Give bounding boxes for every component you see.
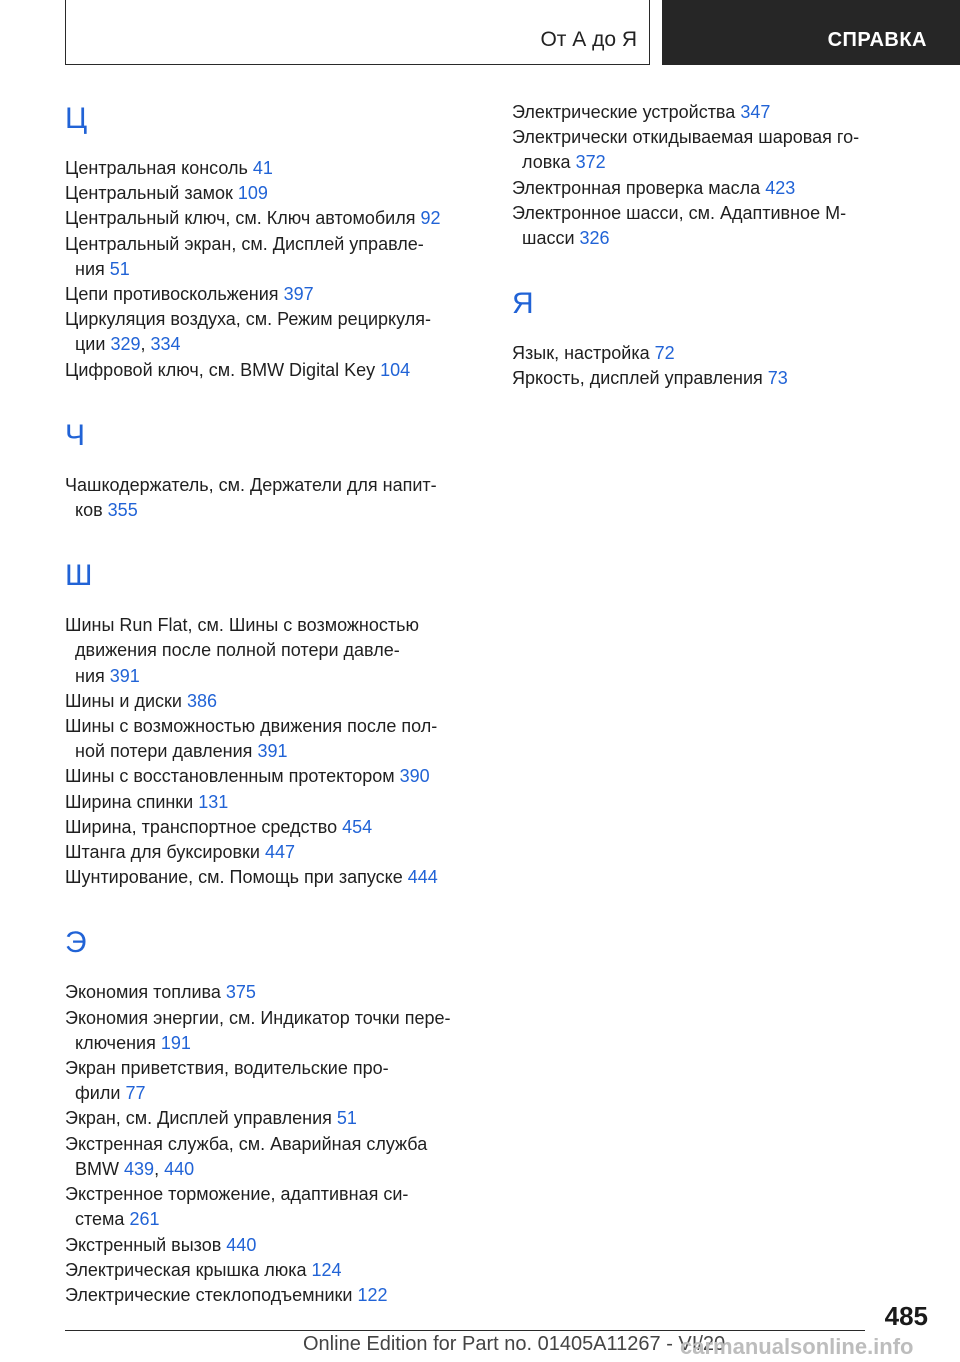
index-entry xyxy=(65,714,485,764)
entry-text: Штанга для буксировки xyxy=(65,842,260,863)
page-link[interactable]: 391 xyxy=(109,665,140,686)
index-entry: Экстренная служба, см. Аварийная служба BMW 439, 440 xyxy=(65,1133,428,1179)
index-section xyxy=(65,419,485,523)
page-link[interactable]: 423 xyxy=(765,177,796,198)
index-entry xyxy=(65,815,485,840)
entry-text: Экстренное торможение, адаптивная си- стема xyxy=(65,1184,409,1230)
index-entry xyxy=(512,366,932,391)
page-link[interactable]: 347 xyxy=(740,102,771,122)
section-letter: Я xyxy=(512,287,534,321)
index-section xyxy=(512,287,932,391)
entry-text: Циркуляция воздуха, см. Режим рециркуля- ции xyxy=(65,309,431,355)
page-link[interactable]: 124 xyxy=(311,1259,342,1280)
index-entry xyxy=(65,181,485,206)
entry-text: Шунтирование, см. Помощь при запуске xyxy=(65,867,403,888)
entry-text: Чашкодержатель, см. Держатели для напит- ков xyxy=(65,474,437,521)
page-link[interactable]: 122 xyxy=(357,1284,388,1305)
index-section xyxy=(65,926,485,1308)
index-entry xyxy=(65,1258,485,1283)
section-letter: Ц xyxy=(65,102,88,135)
watermark: carmanualsonline.info xyxy=(680,1334,914,1359)
index-entry xyxy=(65,840,485,865)
entry-text: Экономия топлива xyxy=(65,982,221,1003)
index-entry xyxy=(65,865,485,890)
index-entry xyxy=(65,764,485,789)
page-link[interactable]: 51 xyxy=(336,1108,357,1129)
entry-text: Электрически откидываемая шаровая го- ловка xyxy=(512,127,860,173)
page-link[interactable]: 77 xyxy=(125,1083,146,1104)
page-link[interactable]: 355 xyxy=(107,500,138,521)
index-entry xyxy=(65,232,485,282)
entry-text: Электрические стеклоподъемники xyxy=(65,1284,353,1305)
index-entry xyxy=(512,100,932,125)
page-link[interactable]: 375 xyxy=(225,982,256,1003)
entry-text: Ширина, транспортное средство xyxy=(65,816,338,837)
entry-text: Центральный ключ, см. Ключ автомобиля xyxy=(65,208,416,229)
entry-text: Ширина спинки xyxy=(65,791,194,812)
page-link[interactable]: 447 xyxy=(265,842,296,863)
page-link[interactable]: 261 xyxy=(129,1209,160,1230)
entry-text: Центральный экран, см. Дисплей управле- ния xyxy=(65,233,424,279)
entry-text: Язык, настройка xyxy=(512,343,650,364)
page-link[interactable]: 92 xyxy=(420,208,441,229)
index-section xyxy=(65,102,485,383)
index-column-right xyxy=(512,100,932,428)
page-link[interactable]: 440 xyxy=(226,1234,257,1255)
entry-text: Шины Run Flat, см. Шины с возможностью движения после полной потери давле- ния xyxy=(65,615,419,686)
page-link[interactable]: 326 xyxy=(579,228,610,249)
index-entry xyxy=(65,1106,485,1131)
page-link[interactable]: 397 xyxy=(283,284,314,305)
index-entry xyxy=(512,201,932,251)
page-link[interactable]: 72 xyxy=(654,343,675,364)
header-section-tab xyxy=(662,0,960,65)
footer-rule xyxy=(65,1330,865,1331)
index-entry xyxy=(65,1233,485,1258)
entry-text: Центральная консоль xyxy=(65,158,248,178)
entry-text: Экран, см. Дисплей управления xyxy=(65,1108,332,1129)
index-section xyxy=(65,559,485,890)
page-link[interactable]: 444 xyxy=(407,867,438,888)
entry-text: Шины с восстановленным протектором xyxy=(65,766,395,787)
index-entry xyxy=(65,1182,485,1232)
entry-text: Яркость, дисплей управления xyxy=(512,368,763,389)
index-entry xyxy=(512,341,932,366)
page-link[interactable]: 73 xyxy=(767,368,788,389)
page-link[interactable]: 390 xyxy=(399,766,430,787)
page-link[interactable]: 51 xyxy=(109,258,130,279)
page-link[interactable]: 440 xyxy=(164,1158,195,1179)
section-letter: Ч xyxy=(65,418,85,452)
entry-text: Экстренный вызов xyxy=(65,1234,222,1255)
index-entry xyxy=(65,282,485,307)
page-link[interactable]: 109 xyxy=(237,183,268,204)
entry-text: Электрические устройства xyxy=(512,102,736,122)
page-link[interactable]: 104 xyxy=(380,359,411,380)
page-link[interactable]: 191 xyxy=(160,1032,191,1053)
index-entry xyxy=(65,980,485,1005)
footer-edition: Online Edition for Part no. 01405A11267 - VI/20 xyxy=(303,1333,726,1355)
index-entry xyxy=(65,790,485,815)
entry-text: Экран приветствия, водительские про- фили xyxy=(65,1058,389,1104)
index-entry xyxy=(512,125,932,175)
header-subtitle: От А до Я xyxy=(540,28,637,51)
index-entry xyxy=(65,473,485,523)
index-entry xyxy=(65,358,485,383)
entry-text: Шины с возможностью движения после пол- ной потери давления xyxy=(65,716,438,762)
entry-text: Цифровой ключ, см. BMW Digital Key xyxy=(65,359,376,380)
entry-text: Экономия энергии, см. Индикатор точки пере- ключения xyxy=(65,1007,451,1053)
index-entry xyxy=(65,613,485,689)
index-entry xyxy=(65,1056,485,1106)
index-entry: Циркуляция воздуха, см. Режим рециркуля- ции 329, 334 xyxy=(65,309,431,355)
index-entry xyxy=(65,689,485,714)
section-letter: Ш xyxy=(65,559,93,593)
page-link[interactable]: 131 xyxy=(198,791,229,812)
page-link[interactable]: 329 xyxy=(110,334,141,355)
page-link[interactable]: 391 xyxy=(257,741,288,762)
entry-text: Цепи противоскольжения xyxy=(65,284,279,305)
index-entry xyxy=(65,1006,485,1056)
index-section xyxy=(512,100,932,251)
page-number: 485 xyxy=(884,1301,928,1331)
index-entry xyxy=(65,1283,485,1308)
entry-text: Электронное шасси, см. Адаптивное М- шасси xyxy=(512,202,847,249)
index-entry xyxy=(65,206,485,231)
page-link[interactable]: 439 xyxy=(124,1158,155,1179)
entry-text: Электрическая крышка люка xyxy=(65,1259,307,1280)
header-frame xyxy=(65,0,650,65)
entry-text: Электронная проверка масла xyxy=(512,177,761,198)
index-entry xyxy=(512,176,932,201)
index-entry xyxy=(65,156,485,181)
page-link[interactable]: 41 xyxy=(252,158,273,178)
entry-text: Центральный замок xyxy=(65,183,233,204)
index-column-left xyxy=(65,100,485,1344)
page-link[interactable]: 454 xyxy=(342,816,373,837)
page-link[interactable]: 372 xyxy=(575,152,606,173)
header-section-label: СПРАВКА xyxy=(827,29,927,51)
entry-text: Шины и диски xyxy=(65,690,182,711)
entry-text: Экстренная служба, см. Аварийная служба BMW xyxy=(65,1133,428,1179)
section-letter: Э xyxy=(65,926,87,960)
page-link[interactable]: 386 xyxy=(187,690,218,711)
page-link[interactable]: 334 xyxy=(150,334,181,355)
